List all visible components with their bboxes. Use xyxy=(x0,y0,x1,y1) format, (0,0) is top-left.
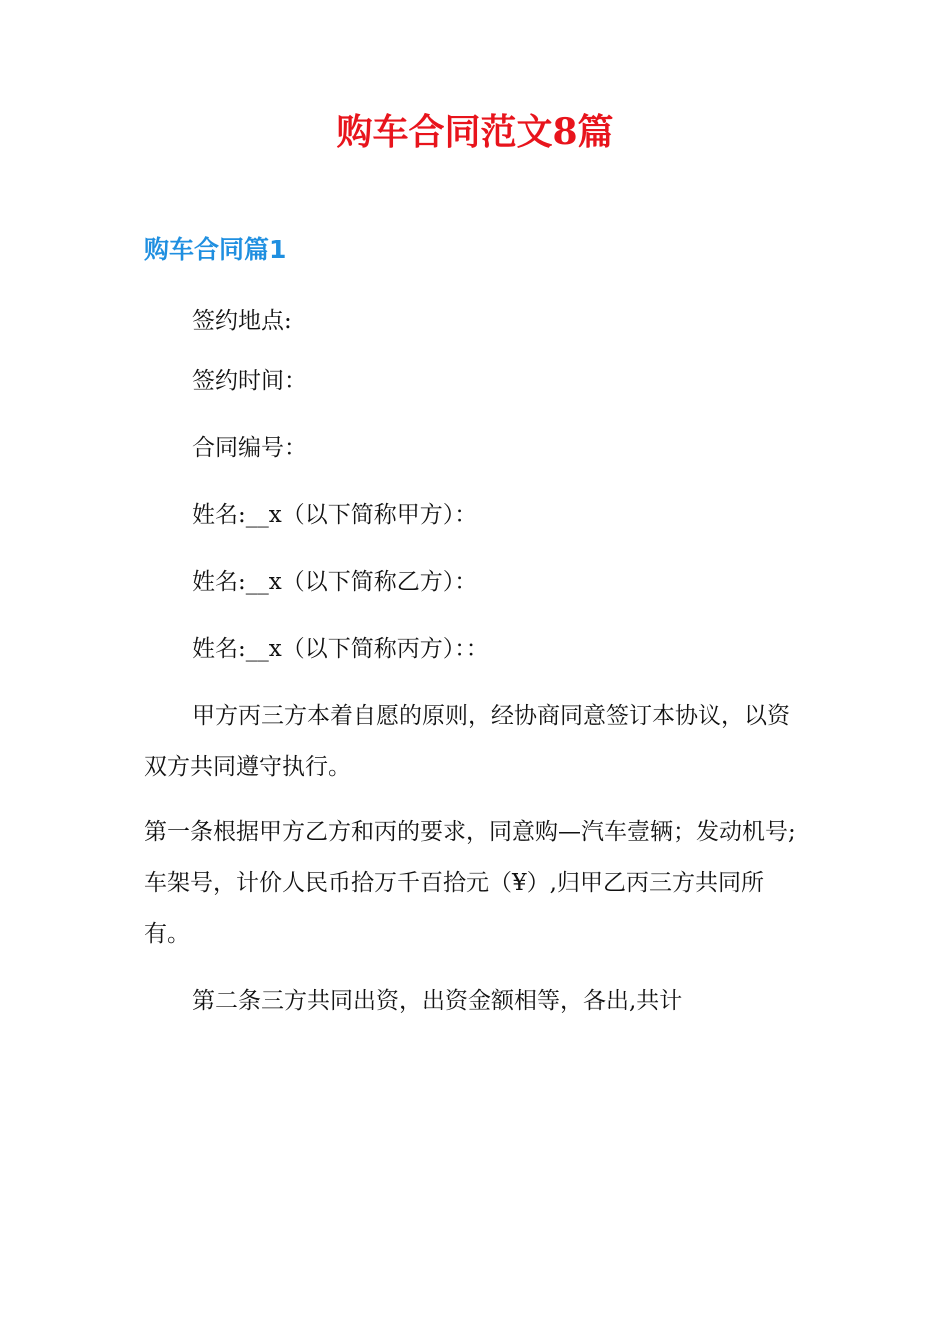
article-2-line-1: 第二条三方共同出资，出资金额相等，各出,共计 xyxy=(192,988,683,1014)
party-a-line: 姓名:__x（以下简称甲方）： xyxy=(192,502,478,528)
article-1-line-3: 有。 xyxy=(144,921,190,947)
sign-place-line: 签约地点: xyxy=(192,308,292,334)
article-1-line-2: 车架号，计价人民币拾万千百拾元（¥）,归甲乙丙三方共同所 xyxy=(144,870,764,896)
article-1-line-1: 第一条根据甲方乙方和丙的要求，同意购—汽车壹辆；发动机号; xyxy=(144,819,796,845)
party-c-line: 姓名:__x（以下简称丙方）：： xyxy=(192,636,489,662)
preamble-line-1: 甲方丙三方本着自愿的原则，经协商同意签订本协议，以资 xyxy=(192,703,790,729)
sign-time-line: 签约时间： xyxy=(192,368,307,394)
contract-number-line: 合同编号： xyxy=(192,435,307,461)
document-title: 购车合同范文8篇 xyxy=(336,111,614,153)
section-heading: 购车合同篇1 xyxy=(144,235,287,264)
preamble-line-2: 双方共同遵守执行。 xyxy=(144,754,351,780)
party-b-line: 姓名:__x（以下简称乙方）： xyxy=(192,569,478,595)
